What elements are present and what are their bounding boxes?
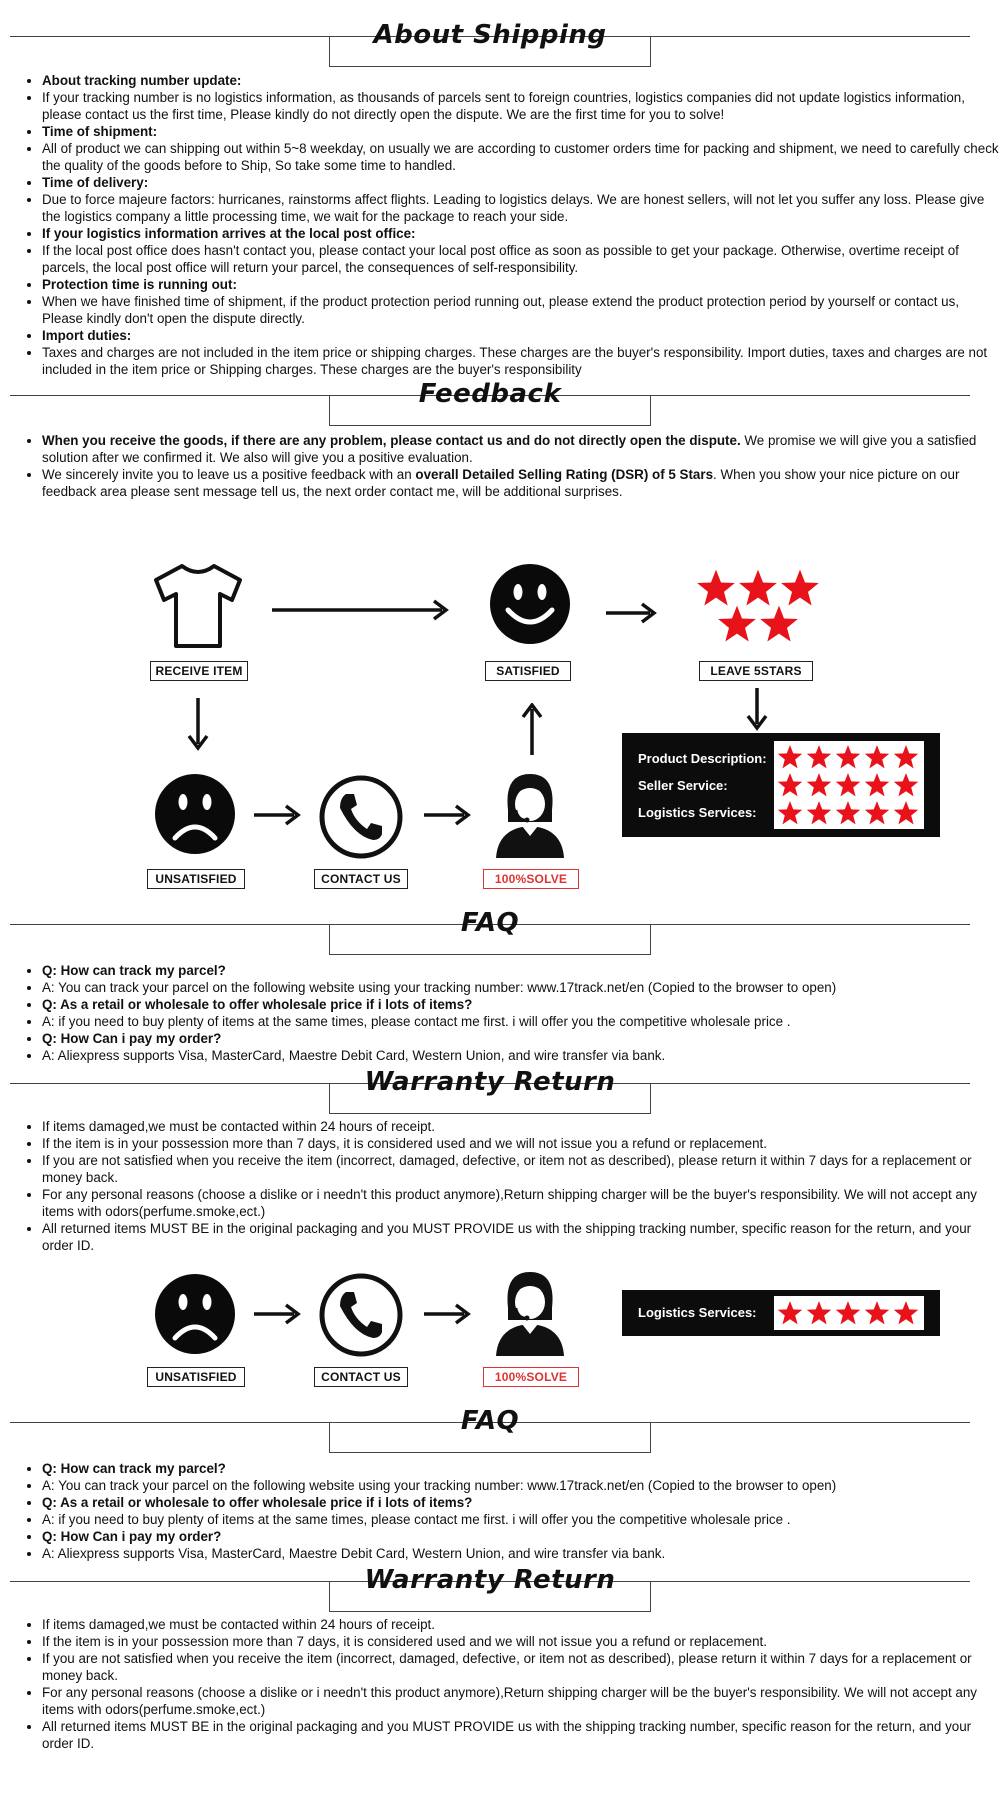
list-item: • Q: As a retail or wholesale to offer wholesale price if i lots of items? — [42, 1494, 1000, 1511]
five-stars-icon — [696, 568, 822, 648]
faq-title: FAQ — [460, 908, 520, 938]
feedback-title: Feedback — [418, 379, 562, 409]
list-item: • All returned items MUST BE in the original packaging and you MUST PROVIDE us with the shipping tracking number, specific reason for the return, and your order ID. — [42, 1718, 1000, 1752]
customer-service-agent-icon — [494, 1268, 566, 1356]
list-item: • Q: How can track my parcel? — [42, 962, 1000, 979]
faq-header — [10, 908, 970, 958]
unsatisfied-label: UNSATISFIED — [147, 1367, 245, 1387]
arrow-down-icon — [745, 688, 769, 732]
sad-face-icon — [153, 772, 237, 856]
list-item: • If the local post office does hasn't contact you, please contact your local post office as soon as possible to get your package. Otherwise, overtime receipt of parcels, the local post office will return your parcel, the consequences of self-responsibility. — [42, 242, 1000, 276]
warranty-title: Warranty Return — [364, 1067, 616, 1097]
list-item: • When we have finished time of shipment, if the product protection period running out, please extend the product protection period by yourself or contact us, Please kindly don't open the dispute directly. — [42, 293, 1000, 327]
100-solve-label: 100%SOLVE — [483, 1367, 579, 1387]
list-item: • For any personal reasons (choose a dislike or i needn't this product anymore),Return shipping charger will be the buyer's responsibility. We will not accept any items with odors(perfume.smoke,ect.) — [42, 1186, 1000, 1220]
list-item: • When you receive the goods, if there are any problem, please contact us and do not directly open the dispute. We promise we will give you a satisfied solution after we confirmed it. We also will give you a positive evaluation. — [42, 432, 1000, 466]
list-item: • Protection time is running out: — [42, 276, 1000, 293]
sad-face-icon — [153, 1272, 237, 1356]
list-item: • A: Aliexpress supports Visa, MasterCard, Maestre Debit Card, Western Union, and wire transfer via bank. — [42, 1545, 1000, 1562]
faq-list — [24, 962, 1000, 1064]
list-item: • All returned items MUST BE in the original packaging and you MUST PROVIDE us with the shipping tracking number, specific reason for the return, and your order ID. — [42, 1220, 1000, 1254]
tshirt-icon — [152, 562, 244, 650]
arrow-right-icon — [272, 598, 458, 622]
list-item: • If your logistics information arrives at the local post office: — [42, 225, 1000, 242]
arrow-right-icon — [606, 601, 660, 625]
list-item: • If you are not satisfied when you receive the item (incorrect, damaged, defective, or item not as described), please return it within 7 days for a replacement or money back. — [42, 1650, 1000, 1684]
satisfied-label: SATISFIED — [485, 661, 571, 681]
seller-service-label: Seller Service: — [638, 778, 728, 793]
list-item: • If you are not satisfied when you receive the item (incorrect, damaged, defective, or item not as described), please return it within 7 days for a replacement or money back. — [42, 1152, 1000, 1186]
arrow-right-icon — [254, 803, 304, 827]
list-item: • Time of delivery: — [42, 174, 1000, 191]
list-item: • A: if you need to buy plenty of items at the same times, please contact me first. i will offer you the competitive wholesale price . — [42, 1511, 1000, 1528]
phone-icon — [318, 774, 404, 860]
list-item: • Q: How Can i pay my order? — [42, 1030, 1000, 1047]
rating-stars-box — [774, 741, 924, 829]
warranty-list — [24, 1118, 1000, 1254]
unsatisfied-label: UNSATISFIED — [147, 869, 245, 889]
arrow-right-icon — [424, 803, 474, 827]
logistics-services-label: Logistics Services: — [638, 1305, 757, 1320]
dsr-rating-panel — [622, 733, 940, 837]
list-item: • A: Aliexpress supports Visa, MasterCard, Maestre Debit Card, Western Union, and wire transfer via bank. — [42, 1047, 1000, 1064]
list-item: • For any personal reasons (choose a dislike or i needn't this product anymore),Return shipping charger will be the buyer's responsibility. We will not accept any items with odors(perfume.smoke,ect.) — [42, 1684, 1000, 1718]
shipping-list — [24, 72, 1000, 378]
logistics-rating-panel — [622, 1290, 940, 1336]
contact-us-label: CONTACT US — [314, 1367, 408, 1387]
list-item: • Q: How can track my parcel? — [42, 1460, 1000, 1477]
warranty-list-2 — [24, 1616, 1000, 1752]
arrow-down-icon — [186, 698, 210, 752]
list-item: • Q: As a retail or wholesale to offer wholesale price if i lots of items? — [42, 996, 1000, 1013]
rating-stars-box — [774, 1296, 924, 1330]
list-item: • Import duties: — [42, 327, 1000, 344]
about-shipping-header — [10, 20, 970, 70]
rating-stars-icon — [774, 1296, 924, 1330]
logistics-services-label: Logistics Services: — [638, 805, 757, 820]
list-item: • Taxes and charges are not included in the item price or shipping charges. These charges are the buyer's responsibility. Import duties, taxes and charges are not included in the item price or Shipping charges. These charges are the buyer's responsibility — [42, 344, 1000, 378]
customer-service-agent-icon — [494, 770, 566, 858]
warranty-header — [10, 1067, 970, 1117]
100-solve-label: 100%SOLVE — [483, 869, 579, 889]
receive-item-label: RECEIVE ITEM — [150, 661, 248, 681]
list-item: • A: You can track your parcel on the following website using your tracking number: www.17track.net/en (Copied to the browser to open) — [42, 1477, 1000, 1494]
list-item: • If items damaged,we must be contacted within 24 hours of receipt. — [42, 1118, 1000, 1135]
product-description-label: Product Description: — [638, 751, 767, 766]
list-item: • If the item is in your possession more than 7 days, it is considered used and we will not issue you a refund or replacement. — [42, 1135, 1000, 1152]
warranty-title: Warranty Return — [364, 1565, 616, 1595]
about-shipping-title: About Shipping — [373, 20, 607, 50]
list-item: • A: You can track your parcel on the following website using your tracking number: www.17track.net/en (Copied to the browser to open) — [42, 979, 1000, 996]
list-item: • Due to force majeure factors: hurricanes, rainstorms affect flights. Leading to logistics delays. We are honest sellers, will not let you suffer any loss. Please give the logistics company a little processing time, we wait for the package to reach your side. — [42, 191, 1000, 225]
faq-header-2 — [10, 1406, 970, 1456]
list-item: • Time of shipment: — [42, 123, 1000, 140]
list-item: • About tracking number update: — [42, 72, 1000, 89]
list-item: • If the item is in your possession more than 7 days, it is considered used and we will not issue you a refund or replacement. — [42, 1633, 1000, 1650]
warranty-header-2 — [10, 1565, 970, 1615]
contact-us-label: CONTACT US — [314, 869, 408, 889]
arrow-right-icon — [424, 1302, 474, 1326]
leave-5stars-label: LEAVE 5STARS — [699, 661, 813, 681]
list-item: • All of product we can shipping out within 5~8 weekday, on usually we are according to customer orders time for packing and shipment, we need to carefully check the quality of the goods before to Ship, So take some time to handled. — [42, 140, 1000, 174]
list-item: • Q: How Can i pay my order? — [42, 1528, 1000, 1545]
feedback-list — [24, 432, 1000, 500]
faq-list-2 — [24, 1460, 1000, 1562]
list-item: • If items damaged,we must be contacted within 24 hours of receipt. — [42, 1616, 1000, 1633]
smiley-face-icon — [488, 562, 572, 646]
list-item: • We sincerely invite you to leave us a positive feedback with an overall Detailed Selling Rating (DSR) of 5 Stars. When you show your nice picture on our feedback area please sent message tell us, the next order contact me, will be additional surprises. — [42, 466, 1000, 500]
list-item: • If your tracking number is no logistics information, as thousands of parcels sent to foreign countries, logistics companies did not update logistics information, please contact us the first time, Please kindly do not directly open the dispute. We are the first time for you to solve! — [42, 89, 1000, 123]
rating-stars-icon — [774, 741, 924, 829]
feedback-header — [10, 379, 970, 429]
faq-title: FAQ — [460, 1406, 520, 1436]
arrow-up-icon — [520, 703, 544, 755]
phone-icon — [318, 1272, 404, 1358]
list-item: • A: if you need to buy plenty of items at the same times, please contact me first. i will offer you the competitive wholesale price . — [42, 1013, 1000, 1030]
arrow-right-icon — [254, 1302, 304, 1326]
